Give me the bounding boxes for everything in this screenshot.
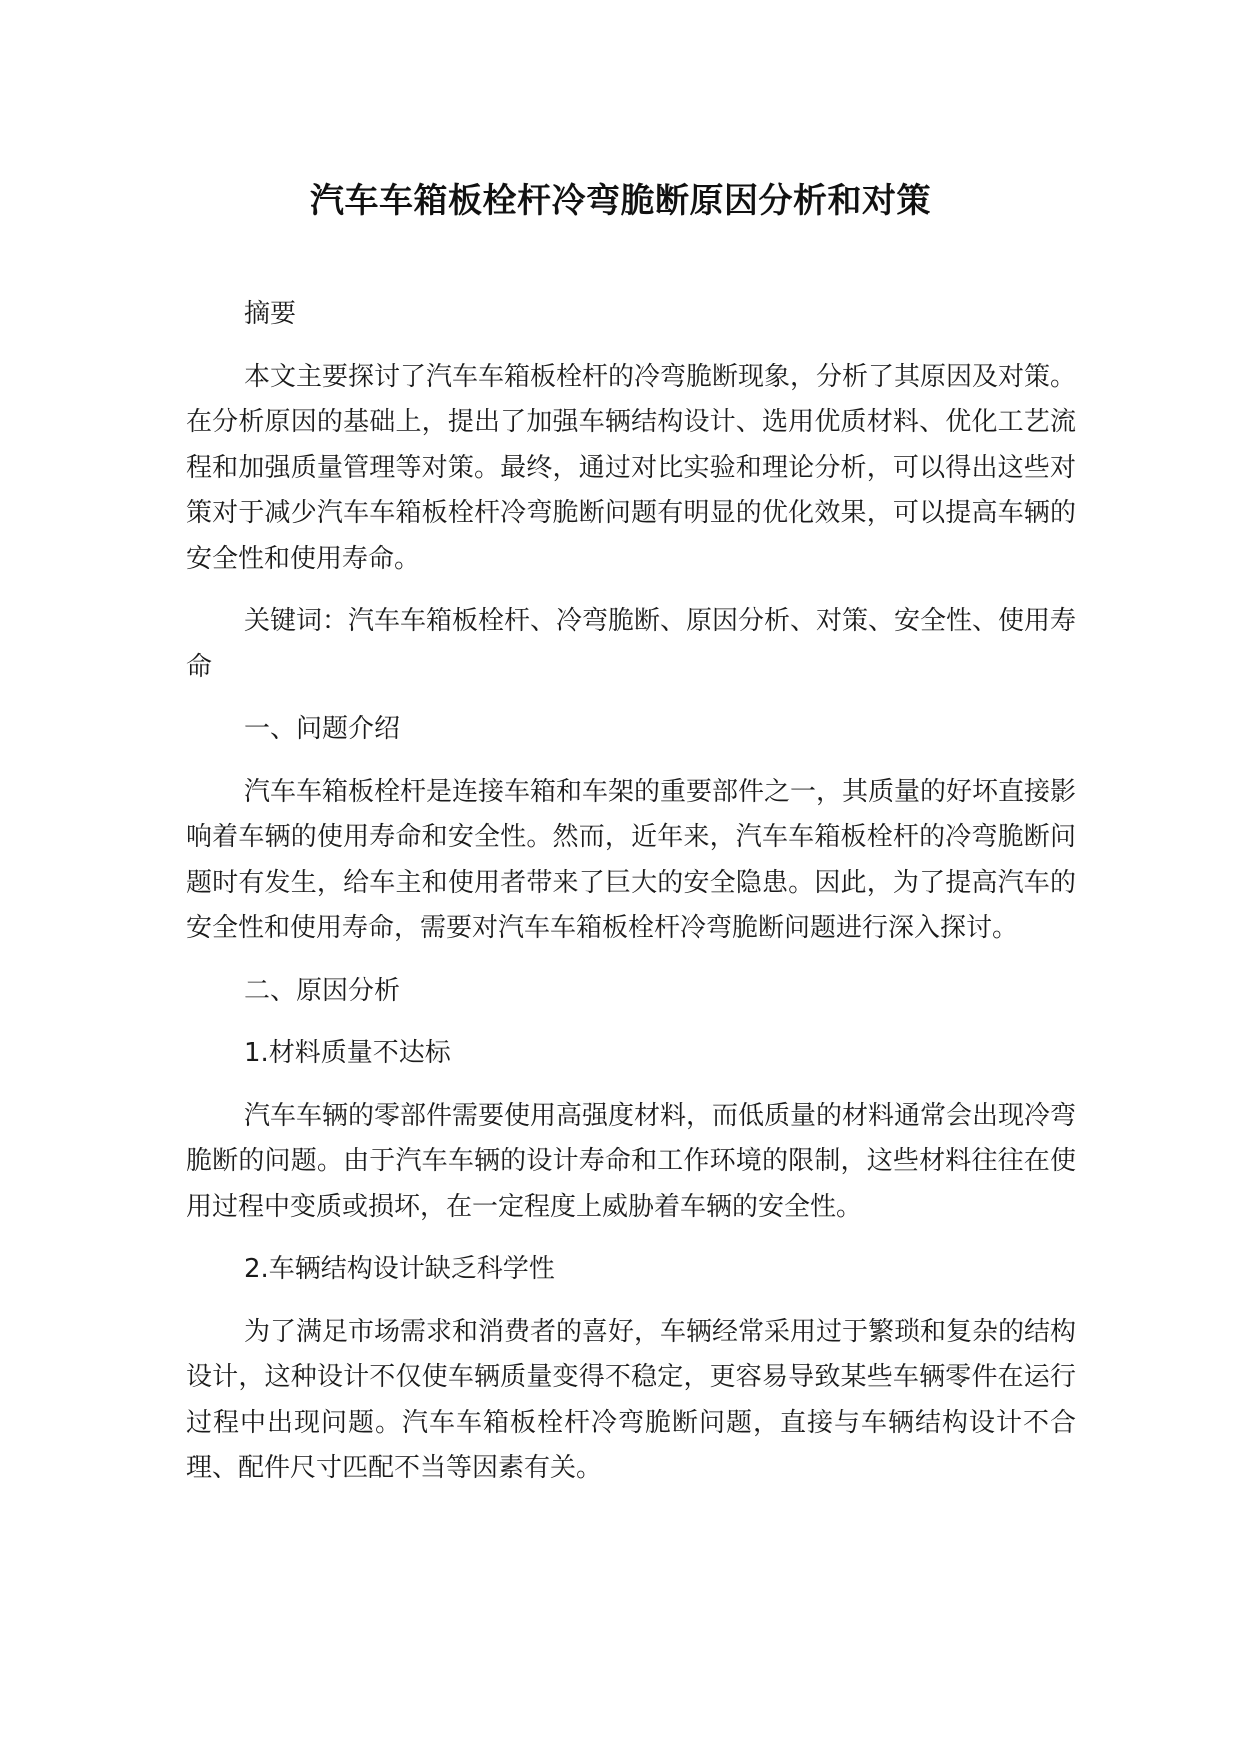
keywords-paragraph: 关键词：汽车车箱板栓杆、冷弯脆断、原因分析、对策、安全性、使用寿命 (186, 606, 1077, 682)
material-quality-paragraph: 汽车车辆的零部件需要使用高强度材料，而低质量的材料通常会出现冷弯脆断的问题。由于汽车车辆的设计寿命和工作环境的限制，这些材料往往在使用过程中变质或损坏，在一定程度上威胁着车辆的安全性。 (186, 1100, 1077, 1222)
subheading-material-quality: 1.材料质量不达标 (244, 1038, 451, 1068)
document-body (186, 292, 1076, 1509)
section-heading-cause-analysis: 二、原因分析 (244, 975, 401, 1006)
abstract-paragraph: 本文主要探讨了汽车车箱板栓杆的冷弯脆断现象，分析了其原因及对策。在分析原因的基础上，提出了加强车辆结构设计、选用优质材料、优化工艺流程和加强质量管理等对策。最终，通过对比实验和理论分析，可以得出这些对策对于减少汽车车箱板栓杆冷弯脆断问题有明显的优化效果，可以提高车辆的安全性和使用寿命。 (186, 361, 1077, 574)
section-heading-problem-intro: 一、问题介绍 (244, 714, 401, 744)
abstract-heading: 摘要 (244, 299, 297, 329)
structure-design-paragraph: 为了满足市场需求和消费者的喜好，车辆经常采用过于繁琐和复杂的结构设计，这种设计不仅使车辆质量变得不稳定，更容易导致某些车辆零件在运行过程中出现问题。汽车车箱板栓杆冷弯脆断问题，直接与车辆结构设计不合理、配件尺寸匹配不当等因素有关。 (186, 1316, 1077, 1483)
document-title: 汽车车箱板栓杆冷弯脆断原因分析和对策 (310, 181, 931, 221)
problem-intro-paragraph: 汽车车箱板栓杆是连接车箱和车架的重要部件之一，其质量的好坏直接影响着车辆的使用寿命和安全性。然而，近年来，汽车车箱板栓杆的冷弯脆断问题时有发生，给车主和使用者带来了巨大的安全隐患。因此，为了提高汽车的安全性和使用寿命，需要对汽车车箱板栓杆冷弯脆断问题进行深入探讨。 (186, 776, 1077, 943)
subheading-structure-design: 2.车辆结构设计缺乏科学性 (244, 1254, 555, 1284)
